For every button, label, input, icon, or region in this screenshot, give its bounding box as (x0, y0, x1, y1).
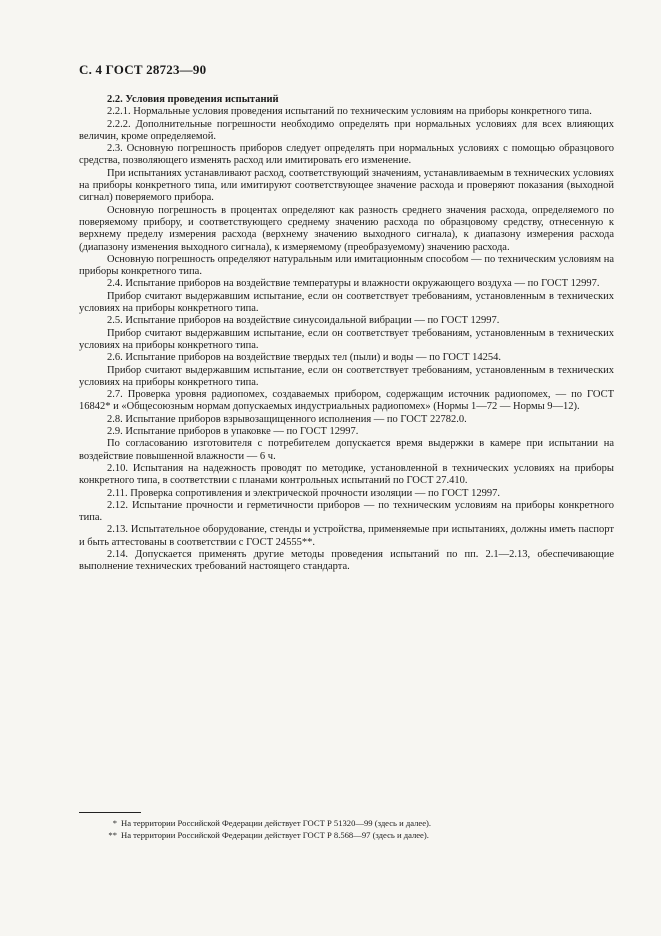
paragraph: 2.10. Испытания на надежность проводят по методике, установленной в технических условиях на приборы конкретного типа, в соответствии с планами контрольных испытаний по ГОСТ 27.410. (79, 462, 614, 487)
footnote-item (79, 817, 619, 829)
paragraph: 2.4. Испытание приборов на воздействие температуры и влажности окружающего воздуха — по ГОСТ 12997. (107, 278, 600, 290)
page-header: С. 4 ГОСТ 28723—90 (79, 62, 207, 77)
footnote-item (79, 829, 619, 841)
paragraph: Прибор считают выдержавшим испытание, если он соответствует требованиям, установленным в технических условиях на приборы конкретного типа. (79, 364, 614, 388)
paragraph: При испытаниях устанавливают расход, соответствующий значениям, устанавливаемым в технических условиях на приборы конкретного типа, или имитируют соответствующее значение расхода и проверяют показания (выходной сигнал) поверяемого прибора. (79, 167, 614, 204)
paragraph: 2.7. Проверка уровня радиопомех, создаваемых прибором, содержащим источник радиопомех, — по ГОСТ 16842* и «Общесоюзным нормам допускаемых индустриальных радиопомех» (Нормы 1—72 — Нормы 9—12). (79, 389, 614, 413)
document-body (79, 94, 614, 574)
paragraph: По согласованию изготовителя с потребителем допускается время выдержки в камере при испытании на воздействие повышенной влажности — 6 ч. (79, 438, 614, 462)
paragraph: 2.6. Испытание приборов на воздействие твердых тел (пыли) и воды — по ГОСТ 14254. (107, 352, 502, 364)
paragraph: Основную погрешность в процентах определяют как разность среднего значения расхода, определяемого по поверяемому прибору, и соответствующего среднему значению расхода по образцовому средству, отнесенную к верхнему пределу измерения расхода (верхнему значению выходного сигнала), к диапазону измерения расхода (диапазону изменения выходного сигнала), к измеряемому (преобразуемому) значению расхода. (79, 204, 614, 253)
section-heading: 2.2. Условия проведения испытаний (107, 94, 279, 105)
footnote-divider (79, 812, 141, 813)
paragraph: 2.2.1. Нормальные условия проведения испытаний по техническим условиям на приборы конкретного типа. (107, 106, 592, 118)
paragraph: 2.2.2. Дополнительные погрешности необходимо определять при нормальных условиях для всех влияющих величин, кроме определяемой. (79, 118, 614, 142)
footnote-text: На территории Российской Федерации действует ГОСТ Р 51320—99 (здесь и далее). (121, 818, 432, 828)
paragraph: 2.14. Допускается применять другие методы проведения испытаний по пп. 2.1—2.13, обеспечивающие выполнение технических требований настоящего стандарта. (79, 548, 614, 573)
footnote-text: На территории Российской Федерации действует ГОСТ Р 8.568—97 (здесь и далее). (121, 830, 429, 840)
footnote-mark: * (112, 818, 117, 828)
paragraph: 2.11. Проверка сопротивления и электрической прочности изоляции — по ГОСТ 12997. (107, 487, 500, 499)
footnote-mark: ** (108, 830, 117, 840)
paragraph: 2.3. Основную погрешность приборов следует определять при нормальных условиях с помощью образцового средства, позволяющего изменять расход или имитировать его изменение. (79, 143, 614, 167)
paragraph: 2.9. Испытание приборов в упаковке — по ГОСТ 12997. (107, 426, 359, 438)
paragraph: Прибор считают выдержавшим испытание, если он соответствует требованиям, установленным в технических условиях на приборы конкретного типа. (79, 327, 614, 351)
paragraph: 2.5. Испытание приборов на воздействие синусоидальной вибрации — по ГОСТ 12997. (107, 315, 500, 327)
paragraph: Прибор считают выдержавшим испытание, если он соответствует требованиям, установленным в технических условиях на приборы конкретного типа. (79, 290, 614, 315)
paragraph: 2.12. Испытание прочности и герметичности приборов — по техническим условиям на приборы конкретного типа. (79, 499, 614, 524)
paragraph: 2.8. Испытание приборов взрывозащищенного исполнения — по ГОСТ 22782.0. (107, 413, 467, 425)
paragraph: 2.13. Испытательное оборудование, стенды и устройства, применяемые при испытаниях, должны иметь паспорт и быть аттестованы в соответствии с ГОСТ 24555**. (79, 524, 614, 548)
paragraph: Основную погрешность определяют натуральным или имитационным способом — по техническим условиям на приборы конкретного типа. (79, 253, 614, 278)
footnotes (79, 817, 619, 841)
